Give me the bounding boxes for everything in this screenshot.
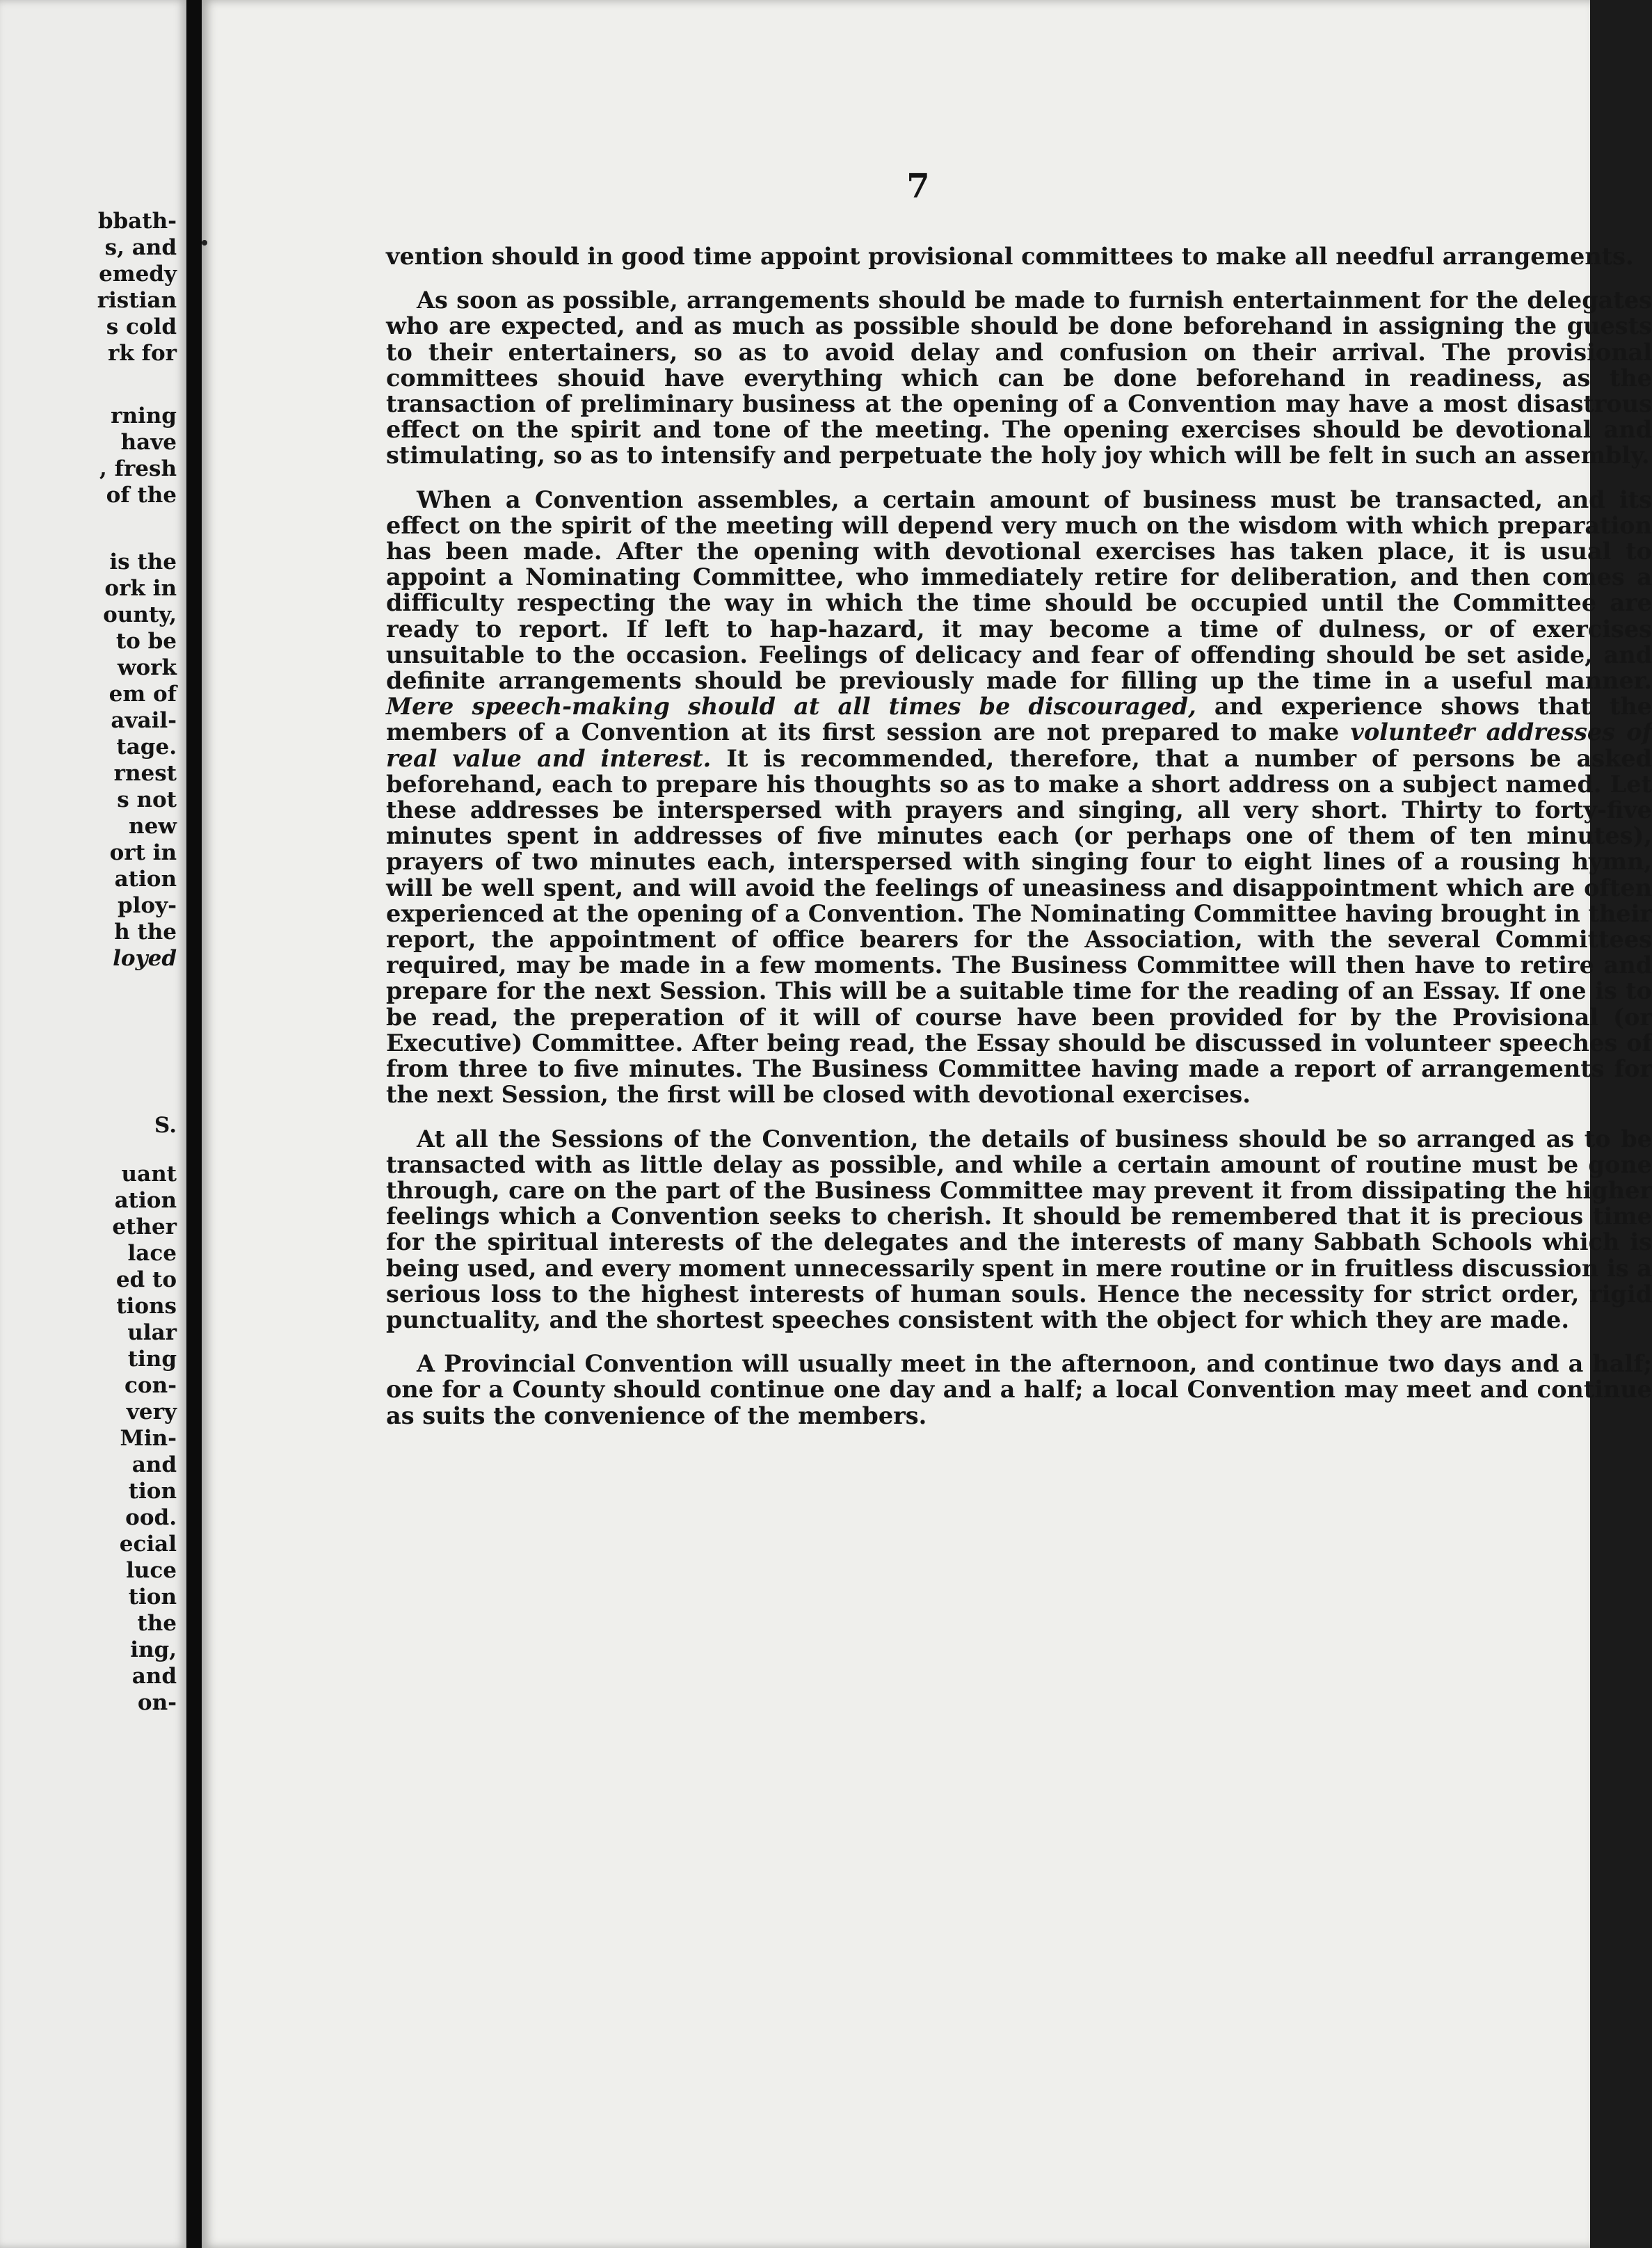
left-fragment: and	[131, 1664, 177, 1689]
left-fragment: ounty,	[103, 602, 177, 627]
left-fragment: s, and	[104, 235, 177, 260]
left-fragment: S.	[154, 1113, 177, 1138]
left-fragment: em of	[109, 682, 177, 707]
left-fragment: Min-	[120, 1426, 177, 1451]
left-fragment: bbath-	[97, 209, 177, 234]
left-fragment: ristian	[97, 288, 177, 313]
left-fragment: tage.	[116, 734, 177, 760]
left-fragment: work	[117, 655, 177, 680]
left-fragment: rning	[111, 403, 177, 428]
left-fragment: ation	[114, 1188, 177, 1213]
left-fragment: emedy	[99, 262, 177, 287]
left-fragment: to be	[115, 629, 177, 654]
book-gutter	[186, 0, 202, 2248]
paragraph: As soon as possible, arrangements should be made to furnish entertainment for the delegates who are expected, and as much as possible should be done beforehand in assigning the guests to their entertainers, so as to avoid delay and confusion on their arrival. The provisional committees shouid have everything which can be done beforehand in readiness, as the transaction of preliminary business at the opening of a Convention may have a most disastrous effect on the spirit and tone of the meeting. The opening exercises should be devotional and stimulating, so as to intensify and perpetuate the holy joy which will be felt in such an assembly.	[386, 287, 1652, 469]
paragraph: A Provincial Convention will usually meet in the afternoon, and continue two days and a half; one for a County should continue one day and a half; a local Convention may meet and continue as suits the convenience of the members.	[386, 1350, 1652, 1429]
paragraph	[386, 487, 1652, 1108]
left-fragment: con-	[125, 1373, 177, 1398]
left-fragment: have	[120, 430, 177, 455]
left-fragment: h the	[114, 920, 177, 945]
left-facing-page	[0, 0, 186, 2248]
print-speck	[202, 240, 207, 246]
italic-emphasis: volunteer addresses of real value and interest.	[386, 718, 1652, 772]
left-fragment: ation	[114, 867, 177, 892]
paragraph-text: When a Convention assembles, a certain amount of business must be transacted, and its effect on the spirit of the meeting will depend very much on the wisdom with which preparation has been made. After the opening with devotional exercises has taken place, it is usual to appoint a Nominating Committee, who immediately retire for deliberation, and then comes a difficulty respecting the way in which the time should be occupied until the Committee are ready to report. If left to hap-hazard, it may become a time of dulness, or of exercises unsuitable to the occasion. Feelings of delicacy and fear of offending should be set aside, and definite arrangements should be previously made for filling up the time in a useful manner.	[386, 485, 1652, 695]
left-fragment: , fresh	[99, 456, 177, 481]
left-fragment: ecial	[119, 1532, 177, 1557]
left-fragment: ether	[112, 1214, 177, 1239]
left-fragment: ort in	[109, 840, 177, 865]
left-fragment: ting	[127, 1347, 177, 1372]
italic-emphasis: Mere speech-making should at all times be discouraged,	[386, 693, 1196, 721]
page-number: 7	[906, 167, 930, 206]
left-fragment: loyed	[113, 946, 177, 971]
left-fragment: ork in	[104, 576, 177, 601]
left-fragment: ed to	[115, 1267, 177, 1292]
left-fragment: avail-	[111, 708, 177, 733]
right-page	[202, 0, 1652, 2248]
left-fragment: ing,	[130, 1637, 177, 1662]
left-fragment: rnest	[113, 761, 177, 786]
left-fragment: ood.	[125, 1505, 177, 1530]
left-fragment: s cold	[106, 314, 177, 339]
left-fragment: is the	[109, 549, 177, 575]
left-fragment: ular	[127, 1320, 177, 1345]
left-fragment: and	[131, 1452, 177, 1477]
left-fragment: rk for	[108, 341, 177, 366]
left-fragment: the	[137, 1611, 177, 1636]
left-fragment: ploy-	[117, 893, 177, 918]
paragraph-text: It is recommended, therefore, that a number of persons be asked beforehand, each to prepare his thoughts so as to make a short address on a subject named. Let these addresses be interspersed with prayers and singing, all very short. Thirty to forty-five minutes spent in addresses of five minutes each (or perhaps one of them of ten minutes), prayers of two minutes each, interspersed with singing four to eight lines of a rousing hymn, will be well spent, and will avoid the feelings of uneasiness and disappointment which are often experienced at the opening of a Convention. The Nominating Committee having brought in their report, the appointment of office bearers for the Association, with the several Committees required, may be made in a few moments. The Business Committee will then have to retire and prepare for the next Session. This will be a suitable time for the reading of an Essay. If one is to be read, the preperation of it will of course have been provided for by the Provisional (or Executive) Committee. After being read, the Essay should be discussed in volunteer speeches of from three to five minutes. The Business Committee having made a report of arrangements for the next Session, the first will be closed with devotional exercises.	[386, 744, 1652, 1109]
paragraph: vention should in good time appoint provisional committees to make all needful arrangements.	[386, 243, 1634, 270]
left-fragment: of the	[106, 483, 177, 508]
left-fragment: on-	[137, 1690, 177, 1715]
left-fragment: tion	[128, 1584, 177, 1609]
paragraph: At all the Sessions of the Convention, the details of business should be so arranged as to be transacted with as little delay as possible, and while a certain amount of routine must be gone through, care on the part of the Business Committee may prevent it from dissipating the higher feelings which a Convention seeks to cherish. It should be remembered that it is precious time for the spiritual interests of the delegates and the interests of many Sabbath Schools which is being used, and every moment unnecessarily spent in mere routine or in fruitless discussion is a serious loss to the highest interests of human souls. Hence the necessity for strict order, rigid punctuality, and the shortest speeches consistent with the object for which they are made.	[386, 1125, 1652, 1333]
left-fragment: tion	[128, 1479, 177, 1504]
left-fragment: new	[129, 814, 177, 839]
left-fragment: lace	[127, 1241, 177, 1266]
paragraph-text: and experience shows that the members of a Convention at its first session are not prepared to make	[386, 693, 1652, 746]
left-fragment: luce	[126, 1558, 177, 1583]
left-fragment: tions	[116, 1294, 177, 1319]
left-fragment: very	[126, 1399, 177, 1424]
body-text	[386, 243, 1652, 1447]
left-fragment: s not	[117, 787, 177, 812]
left-fragment: uant	[121, 1162, 177, 1187]
